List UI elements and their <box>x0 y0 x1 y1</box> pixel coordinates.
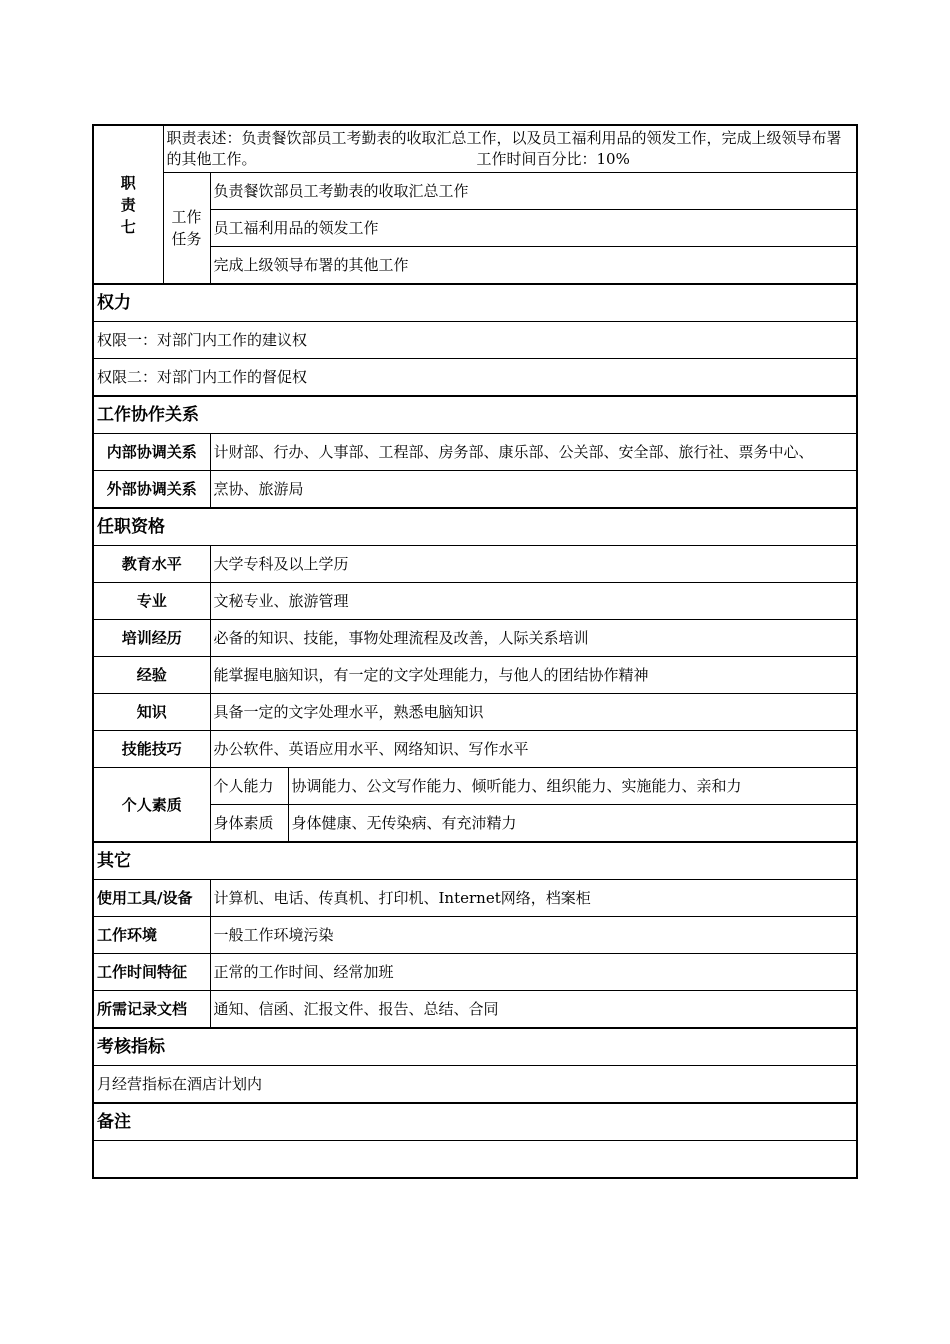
qualification-value: 大学专科及以上学历 <box>210 546 857 583</box>
personal-sub-label: 身体素质 <box>210 805 288 843</box>
authority-item: 权限一：对部门内工作的建议权 <box>93 322 857 359</box>
other-value: 一般工作环境污染 <box>210 917 857 954</box>
qualification-value: 能掌握电脑知识，有一定的文字处理能力，与他人的团结协作精神 <box>210 657 857 694</box>
assessment-value: 月经营指标在酒店计划内 <box>93 1066 857 1104</box>
duty-label: 职 责 七 <box>93 125 163 284</box>
qualification-label: 专业 <box>93 583 210 620</box>
qualification-value: 具备一定的文字处理水平，熟悉电脑知识 <box>210 694 857 731</box>
authority-title: 权力 <box>93 284 857 322</box>
other-label: 所需记录文档 <box>93 991 210 1029</box>
personal-sub-value: 身体健康、无传染病、有充沛精力 <box>288 805 857 843</box>
assessment-title: 考核指标 <box>93 1028 857 1066</box>
task-item: 员工福利用品的领发工作 <box>210 210 857 247</box>
task-item: 负责餐饮部员工考勤表的收取汇总工作 <box>210 173 857 210</box>
internal-relations-label: 内部协调关系 <box>93 434 210 471</box>
remarks-title: 备注 <box>93 1103 857 1141</box>
qualification-label: 知识 <box>93 694 210 731</box>
qualifications-title: 任职资格 <box>93 508 857 546</box>
personal-sub-label: 个人能力 <box>210 768 288 805</box>
other-value: 正常的工作时间、经常加班 <box>210 954 857 991</box>
duty-description <box>163 125 857 173</box>
other-value: 通知、信函、汇报文件、报告、总结、合同 <box>210 991 857 1029</box>
qualification-value: 文秘专业、旅游管理 <box>210 583 857 620</box>
personal-quality-label: 个人素质 <box>93 768 210 843</box>
qualification-value: 必备的知识、技能，事物处理流程及改善，人际关系培训 <box>210 620 857 657</box>
authority-item: 权限二：对部门内工作的督促权 <box>93 359 857 397</box>
personal-sub-value: 协调能力、公文写作能力、倾听能力、组织能力、实施能力、亲和力 <box>288 768 857 805</box>
time-percent: 工作时间百分比：10% <box>476 150 630 168</box>
other-label: 工作环境 <box>93 917 210 954</box>
qualification-label: 经验 <box>93 657 210 694</box>
qualification-value: 办公软件、英语应用水平、网络知识、写作水平 <box>210 731 857 768</box>
remarks-value <box>93 1141 857 1179</box>
other-value: 计算机、电话、传真机、打印机、Internet网络，档案柜 <box>210 880 857 917</box>
other-label: 工作时间特征 <box>93 954 210 991</box>
other-title: 其它 <box>93 842 857 880</box>
qualification-label: 培训经历 <box>93 620 210 657</box>
task-item: 完成上级领导布署的其他工作 <box>210 247 857 285</box>
task-label: 工作 任务 <box>163 173 210 285</box>
external-relations-value: 烹协、旅游局 <box>210 471 857 509</box>
qualification-label: 技能技巧 <box>93 731 210 768</box>
internal-relations-value: 计财部、行办、人事部、工程部、房务部、康乐部、公关部、安全部、旅行社、票务中心、 <box>210 434 857 471</box>
relations-title: 工作协作关系 <box>93 396 857 434</box>
external-relations-label: 外部协调关系 <box>93 471 210 509</box>
other-label: 使用工具/设备 <box>93 880 210 917</box>
duty-description-text: 职责表述：负责餐饮部员工考勤表的收取汇总工作，以及员工福利用品的领发工作，完成上级领导布署的其他工作。 <box>166 129 842 168</box>
job-description-table <box>92 124 858 1179</box>
qualification-label: 教育水平 <box>93 546 210 583</box>
